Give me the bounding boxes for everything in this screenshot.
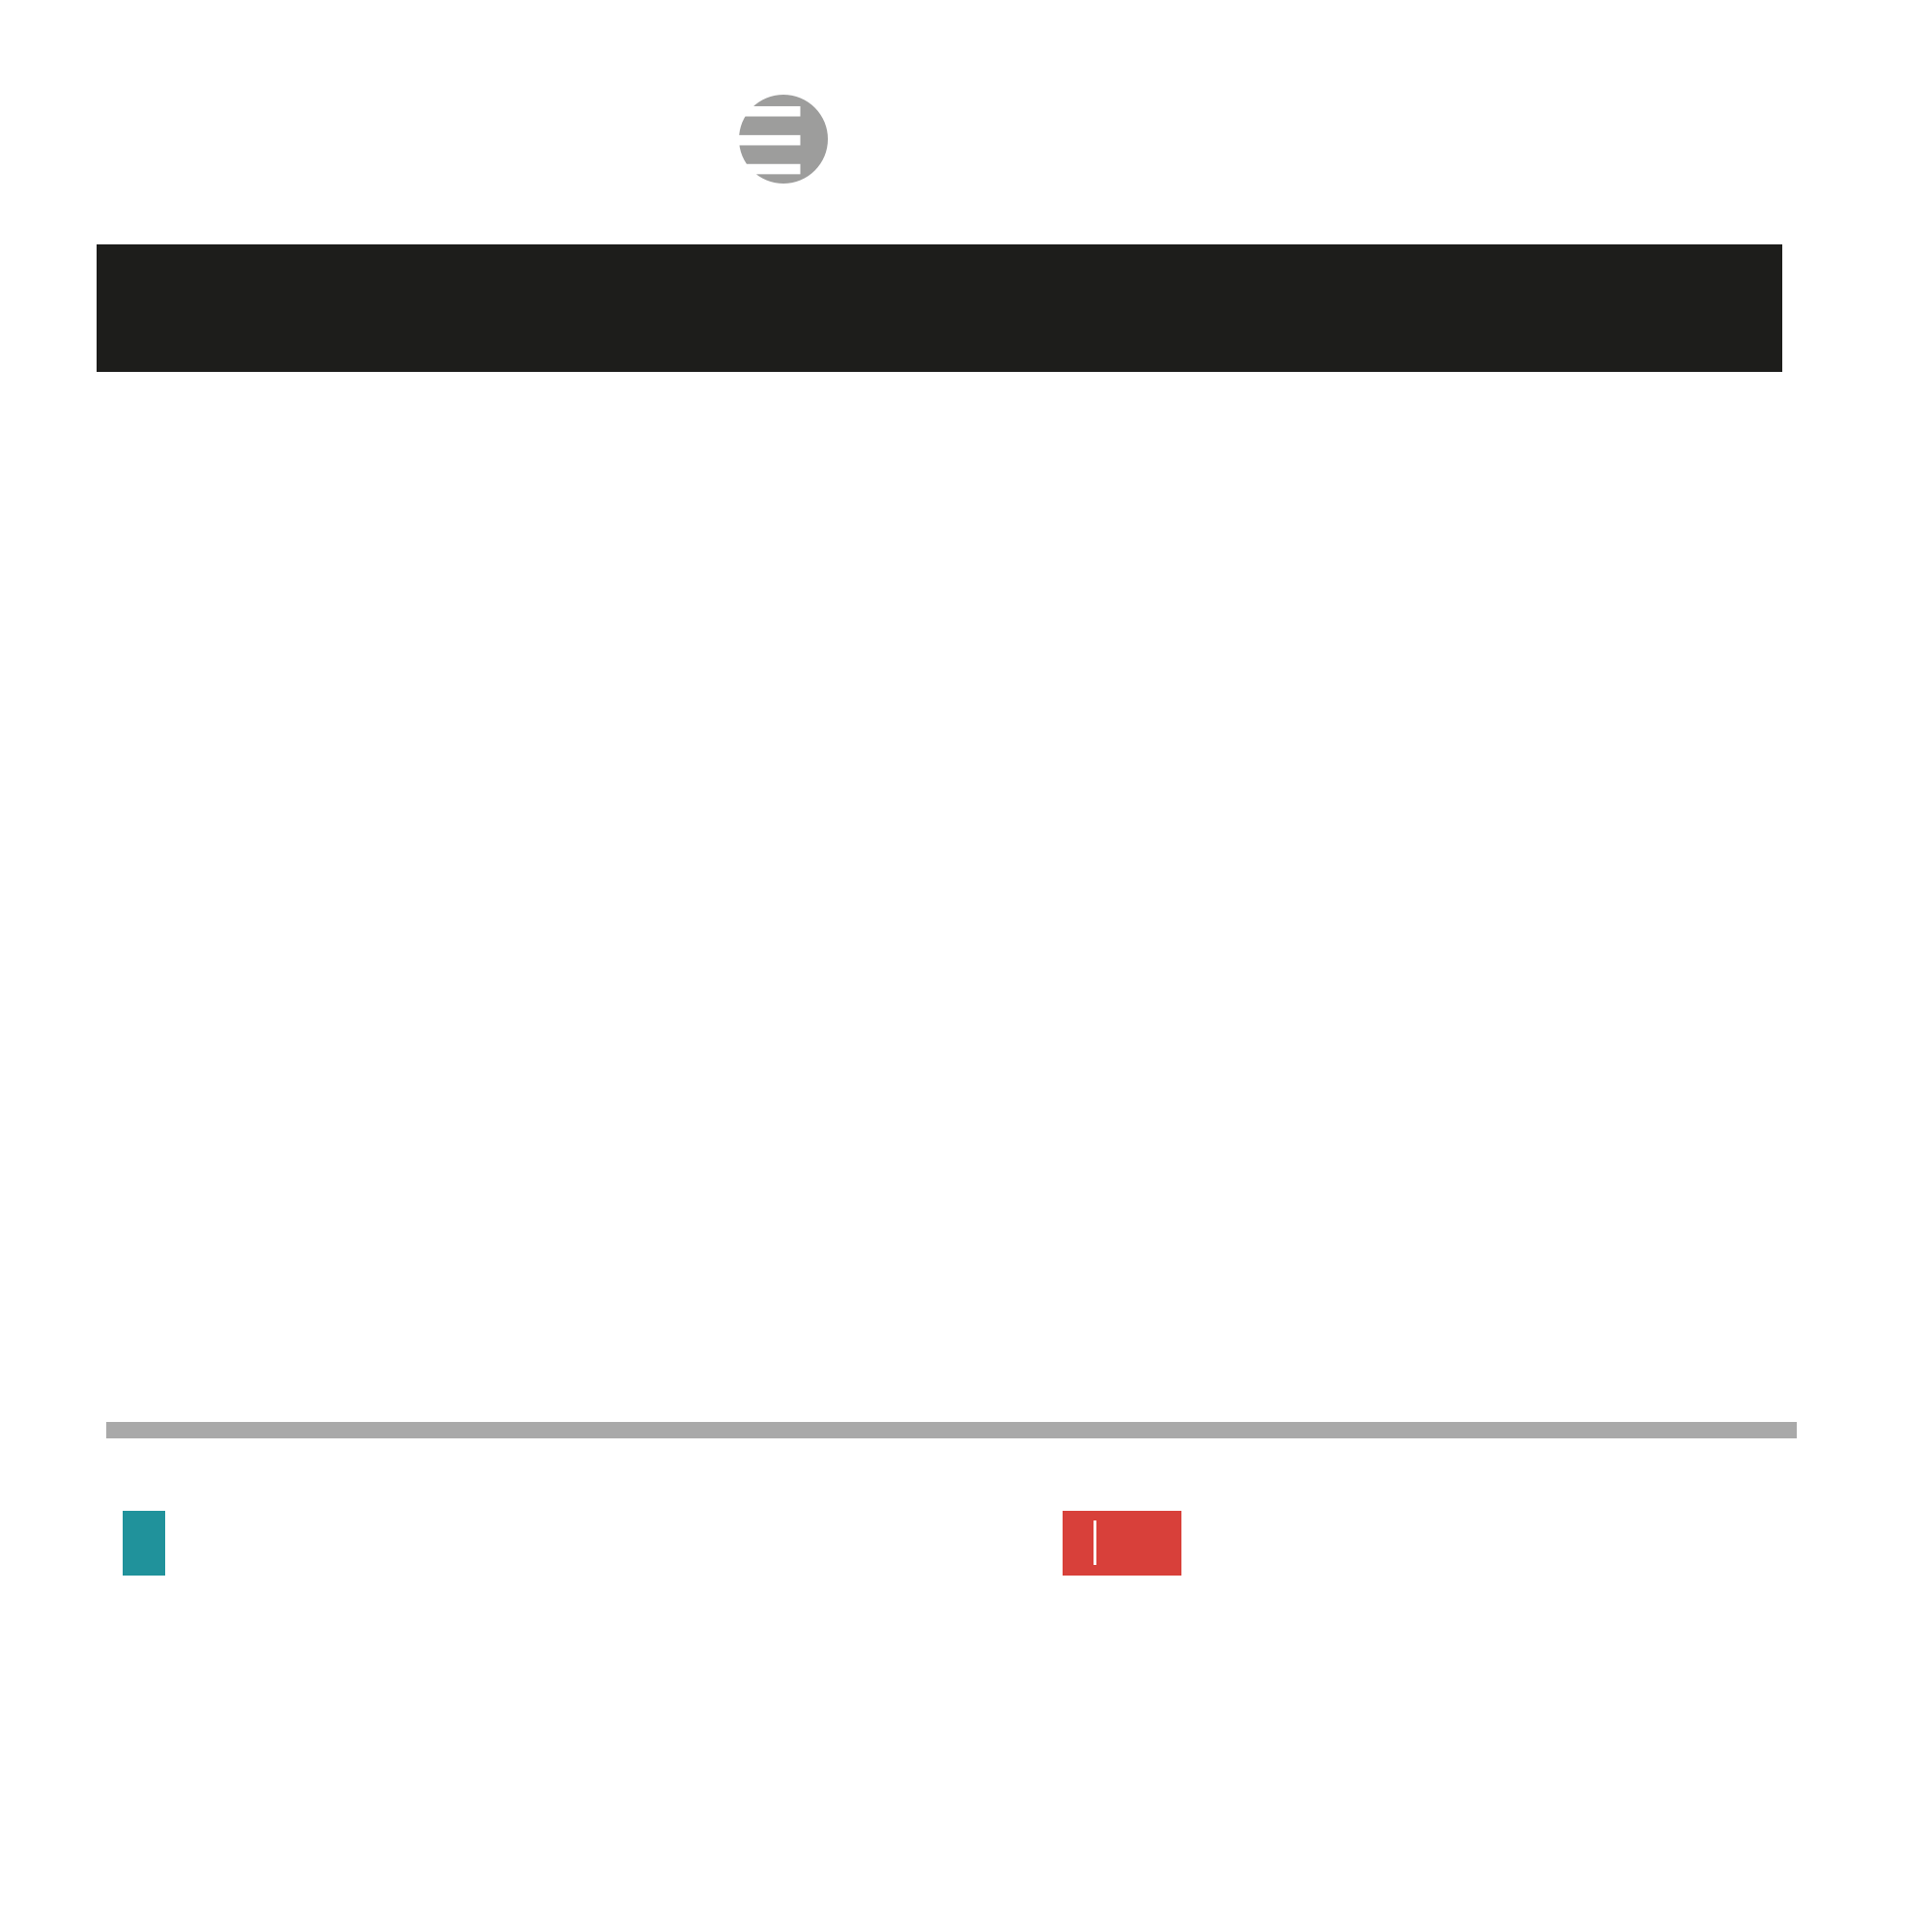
- chart-section-timber-batons: [1053, 572, 1922, 1441]
- care-badge: [123, 1511, 165, 1576]
- brand-mark-icon: [739, 95, 828, 184]
- fire-badge: [1063, 1511, 1181, 1576]
- brand-logo: [739, 89, 1203, 214]
- chart-section-wall-mounted: [106, 572, 976, 1441]
- title-banner: [97, 244, 1782, 372]
- badge-separator: [1094, 1520, 1096, 1565]
- absorption-chart-batons: [1053, 668, 1903, 1229]
- section-divider: [106, 1422, 1797, 1438]
- absorption-chart-wall: [106, 668, 956, 1229]
